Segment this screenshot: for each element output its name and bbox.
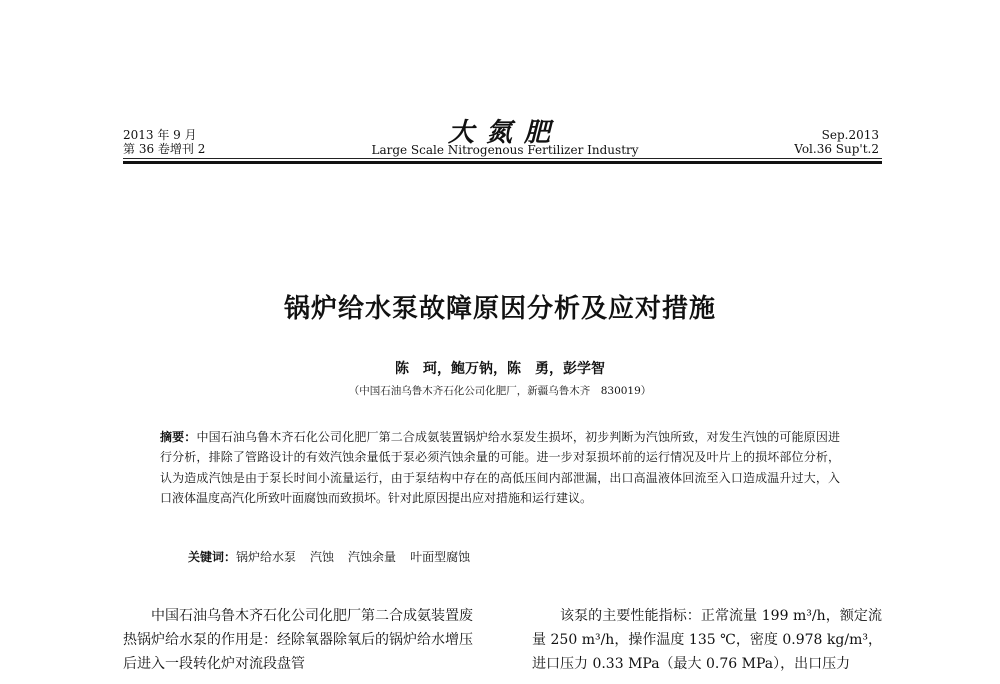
- article-affiliation: （中国石油乌鲁木齐石化公司化肥厂，新疆乌鲁木齐 830019）: [348, 385, 652, 397]
- header-date-en: Sep.2013: [821, 128, 879, 142]
- keyword: 汽蚀余量: [348, 550, 397, 564]
- header-date: 2013 年 9 月: [123, 128, 197, 142]
- article-title: 锅炉给水泵故障原因分析及应对措施: [283, 294, 716, 324]
- body-column-left: 中国石油乌鲁木齐石化公司化肥厂第二合成氨装置废热锅炉给水泵的作用是：经除氧器除氧后的锅炉给水增压后进入一段转化炉对流段盘管: [123, 608, 473, 672]
- keyword: 叶面型腐蚀: [410, 550, 471, 564]
- keywords: [188, 548, 484, 565]
- header-volume-en: Vol.36 Sup't.2: [794, 142, 879, 156]
- keyword: 汽蚀: [310, 550, 335, 564]
- journal-subtitle: Large Scale Nitrogenous Fertilizer Industry: [371, 143, 639, 157]
- header-rule-thin: [123, 158, 882, 159]
- abstract: [160, 427, 840, 509]
- journal-logo: 大氮肥: [447, 118, 562, 148]
- article-authors: 陈 珂，鲍万钠，陈 勇，彭学智: [395, 361, 605, 377]
- body-column-right: 该泵的主要性能指标：正常流量 199 m³/h，额定流量 250 m³/h，操作温度 135 ℃，密度 0.978 kg/m³，进口压力 0.33 MPa（最大 0.76 MPa），出口压力: [532, 608, 882, 672]
- keyword: 锅炉给水泵: [236, 550, 297, 564]
- abstract-text: 中国石油乌鲁木齐石化公司化肥厂第二合成氨装置锅炉给水泵发生损坏，初步判断为汽蚀所致，对发生汽蚀的可能原因进行分析，排除了管路设计的有效汽蚀余量低于泵必须汽蚀余量的可能。进一步对泵损坏前的运行情况及叶片上的损坏部位分析，认为造成汽蚀是由于泵长时间小流量运行，由于泵结构中存在的高低压间内部泄漏，出口高温液体回流至入口造成温升过大，入口液体温度高汽化所致叶面腐蚀而致损坏。针对此原因提出应对措施和运行建议。: [160, 430, 840, 506]
- abstract-label: 摘要：: [160, 430, 197, 444]
- keywords-label: 关键词：: [188, 550, 237, 564]
- header-volume: 第 36 卷增刊 2: [123, 142, 206, 156]
- header-rule-thick: [123, 161, 882, 164]
